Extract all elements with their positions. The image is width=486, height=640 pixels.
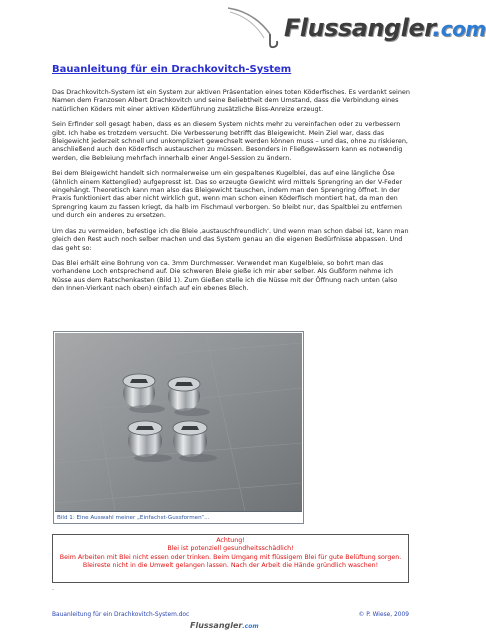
paragraph-intro: Das Drachkovitch-System ist ein System zur aktiven Präsentation eines toten Köderfisches. Es verdankt seinen Namen dem Franzosen Albert Drachkovitch und seine Beliebtheit dem Umstand, dass die Verbindung eines natürlichen Köders mit einer aktiven Köderführung zusätzliche Biss-Anreize erzeugt. <box>52 88 410 113</box>
site-logo <box>224 4 486 50</box>
footer-logo-text: Flussangler <box>190 621 243 630</box>
document-title: Bauanleitung für ein Drachkovitch-System <box>52 64 292 75</box>
warning-heading: Achtung! <box>216 537 245 544</box>
paragraph-avoid: Um das zu vermeiden, befestige ich die Bleie ‚austauschfreundlich‘. Und wenn man schon dabei ist, kann man gleich den Rest auch noch selber machen und das System genau an die eigenen Bedürfnisse abpassen. Und das geht so: <box>52 226 409 252</box>
paragraph-improvement: Sein Erfinder soll gesagt haben, dass es an diesem System nichts mehr zu vereinfachen oder zu verbessern gibt. Ich habe es trotzdem versucht. Die Verbesserung betrifft das Bleigewicht. Mein Ziel war, dass das Bleigewicht jederzeit schnell und unkompliziert gewechselt werden können muss – und das, ohne zu riskieren, anschließend auch den Köderfisch austauschen zu müssen. Besonders in Fließgewässern kann es notwendig werden, die Bebleiung mehrfach innerhalb einer Angel-Session zu ändern. <box>52 120 408 162</box>
trailing-dot: . <box>52 585 54 592</box>
warning-text: Beim Arbeiten mit Blei nicht essen oder trinken. Beim Umgang mit flüssigem Blei für gute Belüftung sorgen. Bleireste nicht in die Umwelt gelangen lassen. Nach der Arbeit die Hände gründlich waschen! <box>59 553 402 569</box>
logo-text: Flussangler <box>284 14 433 42</box>
paragraph-weight: Bei dem Bleigewicht handelt sich normalerweise um ein gespaltenes Kugelblei, das auf eine längliche Öse (ähnlich einem Kettenglied) aufgepresst ist. Das so erzeugte Gewicht wird mittels Sprengring an der V-Feder eingehängt. Theoretisch kann man also das Bleigewicht tauschen, indem man den Sprengring öffnet. In der Praxis funktioniert das aber nicht wirklich gut, wenn man schon einen Köderfisch montiert hat, da man den Sprengring kaum zu fassen kriegt, da halb im Fischmaul verborgen. So bleibt nur, das Spaltblei zu entfernen und durch ein anderes zu ersetzen. <box>52 169 403 220</box>
lead-warning-box <box>52 534 409 583</box>
socket-molds-photo <box>55 333 302 511</box>
paragraph-drilling: Das Blei erhält eine Bohrung von ca. 3mm Durchmesser. Verwendet man Kugelbleie, so bohrt man das vorhandene Loch entsprechend auf. Die schweren Bleie gieße ich mir aber selber. Als Gußform nehme ich Nüsse aus dem Ratschenkasten (Bild 1). Zum Gießen stelle ich die Nüsse mit der Öffnung nach unten (also den Innen-Vierkant nach oben) einfach auf ein ebenes Blech. <box>52 258 398 293</box>
figure-caption: Bild 1: Eine Auswahl meiner „Einfachst-Gussformen“... <box>55 511 302 522</box>
footer-copyright: © P. Wiese, 2009 <box>358 612 409 618</box>
logo-dot: . <box>432 14 441 42</box>
logo-wordmark <box>284 14 486 42</box>
footer-logo <box>190 621 259 630</box>
footer-filename: Bauanleitung für ein Drachkovitch-System.doc <box>52 612 190 618</box>
document-body <box>52 88 410 300</box>
footer-logo-com: .com <box>242 623 259 630</box>
logo-com: com <box>440 17 486 41</box>
warning-subheading: Blei ist potenziell gesundheitsschädlich! <box>167 545 294 553</box>
